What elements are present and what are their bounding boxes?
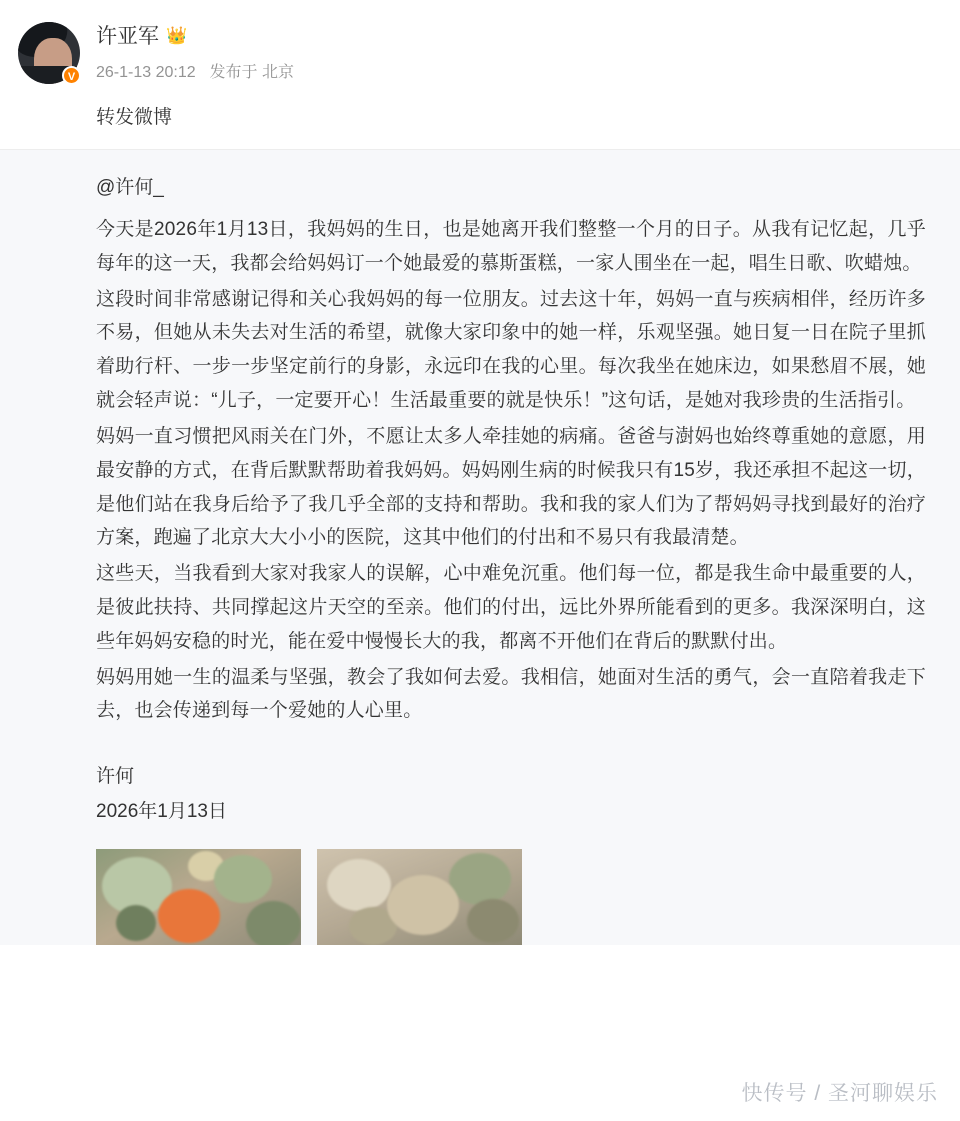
quoted-paragraph: 妈妈用她一生的温柔与坚强，教会了我如何去爱。我相信，她面对生活的勇气，会一直陪着我走下去，也会传递到每一个爱她的人心里。 xyxy=(96,666,926,722)
signature-name: 许何 xyxy=(96,766,135,788)
author-row xyxy=(96,20,294,50)
header-text xyxy=(96,18,294,82)
post-timestamp: 26-1-13 20:12 xyxy=(96,64,196,81)
photo-detail xyxy=(327,859,391,911)
post-header xyxy=(0,0,960,84)
signature-block xyxy=(96,762,926,827)
verified-badge-icon: V xyxy=(62,66,81,85)
quoted-post-card[interactable] xyxy=(0,149,960,945)
quoted-post-text xyxy=(96,213,926,728)
watermark: 快传号 / 圣河聊娱乐 xyxy=(741,1082,938,1105)
photo-detail xyxy=(467,899,519,943)
signature-date: 2026年1月13日 xyxy=(96,800,227,822)
photo-gallery xyxy=(96,849,926,945)
photo-detail xyxy=(387,875,459,935)
photo-detail xyxy=(116,905,156,941)
crown-icon: 👑 xyxy=(166,25,188,45)
gallery-photo-1[interactable] xyxy=(96,849,301,945)
post-meta xyxy=(96,59,294,82)
quoted-paragraph: 今天是2026年1月13日，我妈妈的生日，也是她离开我们整整一个月的日子。从我有记忆起，几乎每年的这一天，我都会给妈妈订一个她最爱的慕斯蛋糕，一家人围坐在一起，唱生日歌、吹蜡烛。 xyxy=(96,219,926,274)
photo-detail xyxy=(158,889,220,943)
gallery-photo-2[interactable] xyxy=(317,849,522,945)
photo-detail xyxy=(246,901,301,945)
author-name[interactable]: 许亚军 xyxy=(96,25,159,48)
post-source[interactable]: 发布于 北京 xyxy=(209,64,294,81)
quoted-paragraph: 这些天，当我看到大家对我家人的误解，心中难免沉重。他们每一位，都是我生命中最重要的人，是彼此扶持、共同撑起这片天空的至亲。他们的付出，远比外界所能看到的更多。我深深明白，这些年妈妈安稳的时光，能在爱中慢慢长大的我，都离不开他们在背后的默默付出。 xyxy=(96,563,926,652)
avatar[interactable] xyxy=(18,22,80,84)
quoted-paragraph: 妈妈一直习惯把风雨关在门外，不愿让太多人牵挂她的病痛。爸爸与澍妈也始终尊重她的意愿，用最安静的方式，在背后默默帮助着我妈妈。妈妈刚生病的时候我只有15岁，我还承担不起这一切，是他们站在我身后给予了我几乎全部的支持和帮助。我和我的家人们为了帮妈妈寻找到最好的治疗方案，跑遍了北京大大小小的医院，这其中他们的付出和不易只有我最清楚。 xyxy=(96,425,926,549)
photo-detail xyxy=(449,853,511,905)
repost-label: 转发微博 xyxy=(96,107,173,128)
quoted-author-link[interactable]: @许何_ xyxy=(96,177,164,198)
photo-detail xyxy=(214,855,272,903)
quoted-paragraph: 这段时间非常感谢记得和关心我妈妈的每一位朋友。过去这十年，妈妈一直与疾病相伴，经历许多不易，但她从未失去对生活的希望，就像大家印象中的她一样，乐观坚强。她日复一日在院子里抓着助行杆、一步一步坚定前行的身影，永远印在我的心里。每次我坐在她床边，如果愁眉不展，她就会轻声说：“儿子，一定要开心！生活最重要的就是快乐！”这句话，是她对我珍贵的生活指引。 xyxy=(96,288,926,412)
